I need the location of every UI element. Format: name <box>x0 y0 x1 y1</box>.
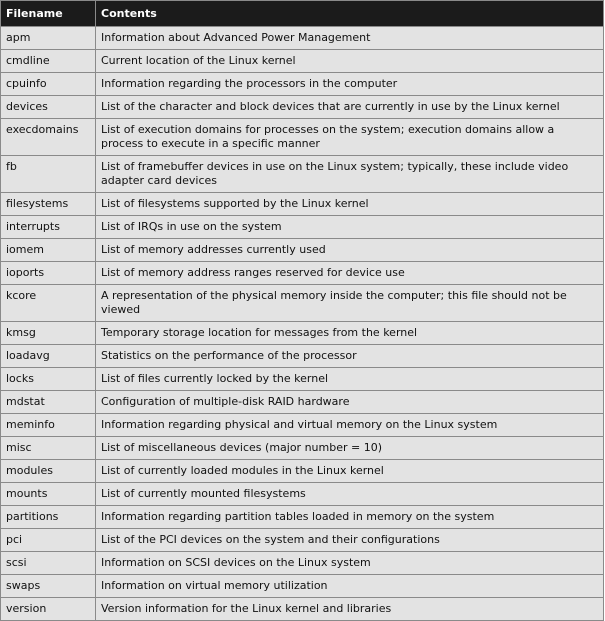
contents-cell: List of filesystems supported by the Linux kernel <box>96 193 604 216</box>
filename-cell: kmsg <box>1 322 96 345</box>
contents-cell: A representation of the physical memory inside the computer; this file should not be viewed <box>96 285 604 322</box>
table-row <box>1 96 604 119</box>
contents-cell: List of currently mounted filesystems <box>96 483 604 506</box>
contents-cell: List of framebuffer devices in use on the Linux system; typically, these include video adapter card devices <box>96 156 604 193</box>
table-row <box>1 156 604 193</box>
table-row <box>1 239 604 262</box>
filename-cell: iomem <box>1 239 96 262</box>
contents-cell: Information regarding partition tables loaded in memory on the system <box>96 506 604 529</box>
contents-cell: Information about Advanced Power Management <box>96 27 604 50</box>
contents-cell: List of execution domains for processes on the system; execution domains allow a process to execute in a specific manner <box>96 119 604 156</box>
contents-cell: List of the PCI devices on the system and their configurations <box>96 529 604 552</box>
table-row <box>1 193 604 216</box>
table-row <box>1 575 604 598</box>
table-row <box>1 345 604 368</box>
table-row <box>1 27 604 50</box>
contents-cell: Current location of the Linux kernel <box>96 50 604 73</box>
table-row <box>1 216 604 239</box>
contents-cell: Version information for the Linux kernel and libraries <box>96 598 604 621</box>
filename-cell: cpuinfo <box>1 73 96 96</box>
table-row <box>1 368 604 391</box>
filename-cell: misc <box>1 437 96 460</box>
filename-cell: partitions <box>1 506 96 529</box>
contents-cell: List of the character and block devices that are currently in use by the Linux kernel <box>96 96 604 119</box>
table-row <box>1 285 604 322</box>
table-row <box>1 483 604 506</box>
table-row <box>1 119 604 156</box>
contents-cell: List of currently loaded modules in the Linux kernel <box>96 460 604 483</box>
table-row <box>1 506 604 529</box>
filename-cell: ioports <box>1 262 96 285</box>
filename-cell: locks <box>1 368 96 391</box>
contents-cell: List of IRQs in use on the system <box>96 216 604 239</box>
contents-cell: Statistics on the performance of the processor <box>96 345 604 368</box>
filename-cell: filesystems <box>1 193 96 216</box>
table-row <box>1 460 604 483</box>
contents-cell: Information regarding physical and virtual memory on the Linux system <box>96 414 604 437</box>
header-contents: Contents <box>96 1 604 27</box>
table-row <box>1 73 604 96</box>
table-row <box>1 391 604 414</box>
table-row <box>1 322 604 345</box>
table-row <box>1 414 604 437</box>
filename-cell: version <box>1 598 96 621</box>
filename-cell: meminfo <box>1 414 96 437</box>
contents-cell: List of miscellaneous devices (major number = 10) <box>96 437 604 460</box>
filename-cell: loadavg <box>1 345 96 368</box>
filename-cell: execdomains <box>1 119 96 156</box>
contents-cell: List of memory addresses currently used <box>96 239 604 262</box>
contents-cell: Temporary storage location for messages from the kernel <box>96 322 604 345</box>
contents-cell: List of files currently locked by the kernel <box>96 368 604 391</box>
table-row <box>1 50 604 73</box>
table-row <box>1 437 604 460</box>
filename-cell: scsi <box>1 552 96 575</box>
contents-cell: Information regarding the processors in the computer <box>96 73 604 96</box>
table-row <box>1 552 604 575</box>
filename-cell: interrupts <box>1 216 96 239</box>
filename-cell: mounts <box>1 483 96 506</box>
filename-cell: mdstat <box>1 391 96 414</box>
header-filename: Filename <box>1 1 96 27</box>
filename-cell: modules <box>1 460 96 483</box>
contents-cell: List of memory address ranges reserved for device use <box>96 262 604 285</box>
filename-cell: fb <box>1 156 96 193</box>
table-row <box>1 262 604 285</box>
contents-cell: Information on SCSI devices on the Linux system <box>96 552 604 575</box>
filename-cell: apm <box>1 27 96 50</box>
contents-cell: Configuration of multiple-disk RAID hardware <box>96 391 604 414</box>
filename-cell: pci <box>1 529 96 552</box>
filename-cell: kcore <box>1 285 96 322</box>
filename-cell: devices <box>1 96 96 119</box>
header-row <box>1 1 604 27</box>
table-row <box>1 529 604 552</box>
contents-cell: Information on virtual memory utilization <box>96 575 604 598</box>
filename-cell: cmdline <box>1 50 96 73</box>
filename-cell: swaps <box>1 575 96 598</box>
table-row <box>1 598 604 621</box>
